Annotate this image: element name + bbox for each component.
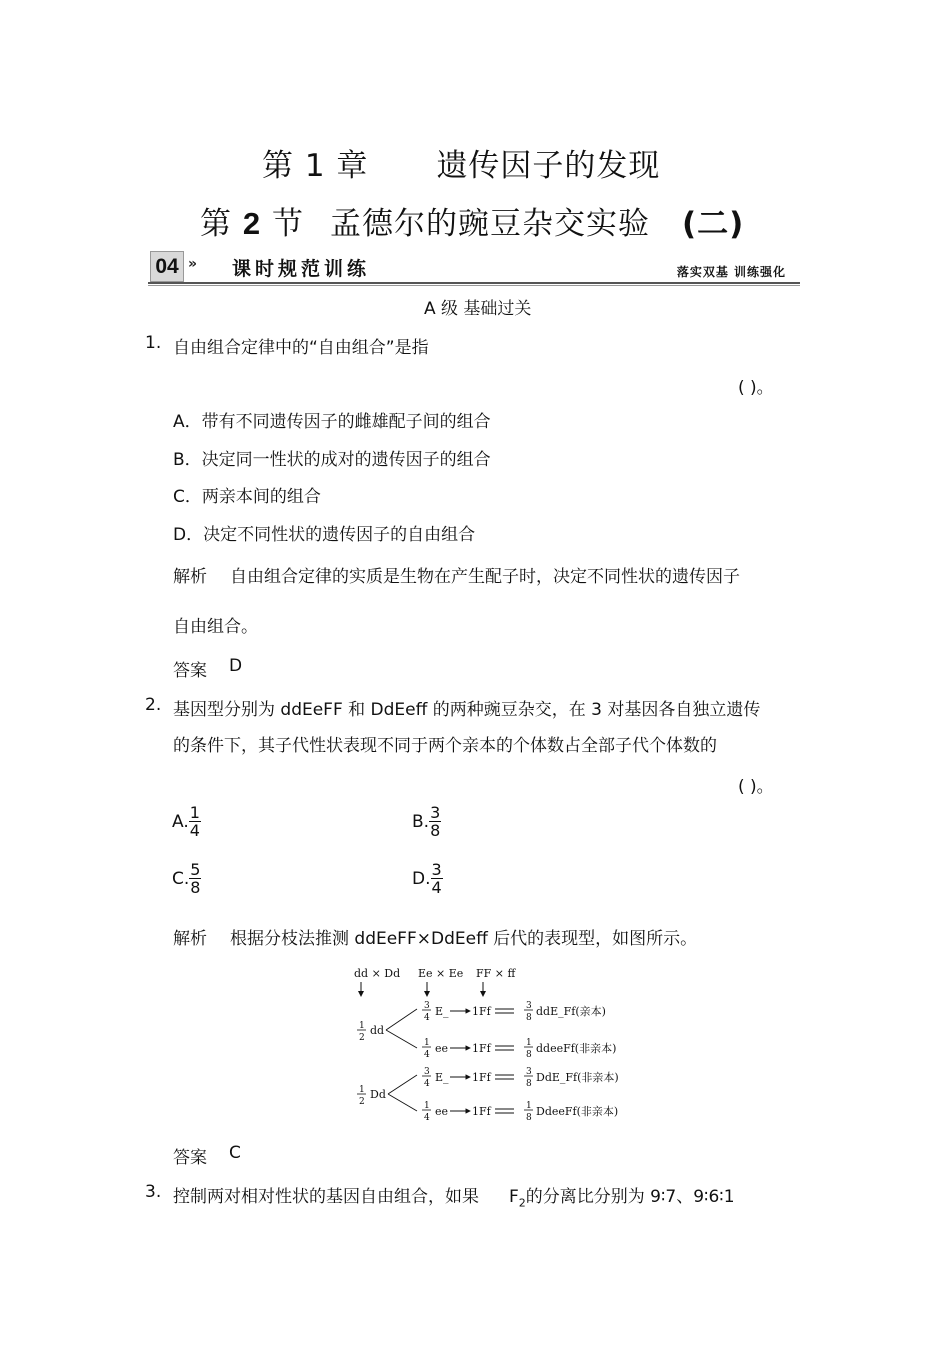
denominator: 4 bbox=[431, 878, 442, 897]
q2-stem-line2: 的条件下，其子代性状表现不同于两个亲本的个体数占全部子代个体数的 bbox=[173, 736, 717, 756]
frac-den: 8 bbox=[526, 1079, 532, 1089]
q1-option-b: B．决定同一性状的成对的遗传因子的组合 bbox=[173, 450, 491, 470]
numerator: 5 bbox=[190, 860, 201, 879]
half-num: 1 bbox=[359, 1021, 365, 1031]
banner-badge: 04 bbox=[150, 251, 184, 282]
result: DdE_Ff(非亲本) bbox=[536, 1071, 619, 1084]
frac-den: 8 bbox=[526, 1013, 532, 1023]
cross-Ee-Ee: Ee × Ee bbox=[418, 967, 464, 980]
frac-den: 8 bbox=[526, 1113, 532, 1123]
q3-stem bbox=[173, 1182, 735, 1209]
diagram-row-3 bbox=[422, 1067, 619, 1089]
q1-number: 1. bbox=[145, 333, 162, 353]
branch-diagram bbox=[352, 962, 632, 1127]
frac-num: 3 bbox=[424, 1001, 430, 1011]
q3-number: 3. bbox=[145, 1182, 162, 1202]
q1-option-c: C．两亲本间的组合 bbox=[173, 487, 321, 507]
q2-option-a bbox=[172, 805, 201, 839]
q2-option-c-fraction bbox=[189, 862, 201, 896]
q3-f-sub: 2 bbox=[518, 1196, 526, 1210]
numerator: 3 bbox=[431, 860, 442, 879]
genotype: E_ bbox=[435, 1005, 449, 1018]
q1-analysis-cont: 自由组合。 bbox=[173, 617, 258, 637]
ff-value: 1Ff bbox=[472, 1071, 491, 1084]
q2-option-d bbox=[412, 862, 443, 896]
q2-answer-label: 答案 bbox=[173, 1148, 207, 1168]
cross-dd-Dd: dd × Dd bbox=[354, 967, 401, 980]
q1-answer: D bbox=[229, 656, 243, 676]
ff-value: 1Ff bbox=[472, 1105, 491, 1118]
diagram-row-1 bbox=[422, 1001, 606, 1023]
q1-analysis-label: 解析 bbox=[173, 567, 207, 587]
frac-den: 4 bbox=[424, 1113, 430, 1123]
ff-value: 1Ff bbox=[472, 1005, 491, 1018]
q2-number: 2. bbox=[145, 695, 162, 715]
chapter-number: 第 1 章 bbox=[262, 148, 369, 184]
frac-den: 4 bbox=[424, 1050, 430, 1060]
q1-option-d: D．决定不同性状的遗传因子的自由组合 bbox=[173, 525, 476, 545]
frac-num: 3 bbox=[526, 1001, 532, 1011]
q2-option-b-label: B. bbox=[412, 812, 430, 832]
half-num: 1 bbox=[359, 1085, 365, 1095]
diagram-row-2 bbox=[422, 1038, 616, 1060]
denominator: 4 bbox=[189, 821, 200, 840]
chapter-title bbox=[262, 140, 660, 185]
diagram-row-4 bbox=[422, 1101, 618, 1123]
frac-num: 3 bbox=[424, 1067, 430, 1077]
section-part: (二) bbox=[681, 206, 745, 242]
genotype: ee bbox=[435, 1105, 449, 1118]
q2-option-b-fraction bbox=[429, 805, 441, 839]
result: DdeeFf(非亲本) bbox=[536, 1105, 619, 1118]
denominator: 8 bbox=[430, 821, 441, 840]
frac-num: 1 bbox=[424, 1101, 430, 1111]
q2-answer-blank: ( )。 bbox=[738, 777, 774, 797]
q2-option-c bbox=[172, 862, 201, 896]
section-prefix: 第 bbox=[200, 206, 232, 242]
frac-num: 3 bbox=[526, 1067, 532, 1077]
frac-den: 8 bbox=[526, 1050, 532, 1060]
q2-option-a-fraction bbox=[189, 805, 201, 839]
q2-option-c-label: C. bbox=[172, 869, 190, 889]
q1-analysis: 自由组合定律的实质是生物在产生配子时，决定不同性状的遗传因子 bbox=[230, 567, 740, 587]
ff-value: 1Ff bbox=[472, 1042, 491, 1055]
banner-rule-thin bbox=[148, 285, 800, 286]
section-suffix: 节 bbox=[271, 206, 304, 242]
section-title bbox=[200, 198, 744, 243]
frac-num: 1 bbox=[526, 1101, 532, 1111]
lesson-banner bbox=[148, 250, 800, 286]
chevron-right-icon: » bbox=[188, 256, 198, 272]
frac-num: 1 bbox=[526, 1038, 532, 1048]
denominator: 8 bbox=[190, 878, 201, 897]
q2-analysis-label: 解析 bbox=[173, 929, 207, 949]
q1-stem: 自由组合定律中的“自由组合”是指 bbox=[173, 338, 429, 358]
label-dd: dd bbox=[370, 1024, 385, 1037]
numerator: 1 bbox=[189, 803, 200, 822]
half-den: 2 bbox=[359, 1097, 365, 1107]
banner-title: 课时规范训练 bbox=[232, 258, 371, 280]
genotype: ee bbox=[435, 1042, 449, 1055]
genotype: E_ bbox=[435, 1071, 449, 1084]
q2-answer: C bbox=[229, 1143, 241, 1163]
q2-option-d-label: D. bbox=[412, 869, 431, 889]
banner-subtitle: 落实双基 训练强化 bbox=[676, 265, 786, 279]
q3-f: F bbox=[509, 1187, 519, 1207]
q2-option-b bbox=[412, 805, 441, 839]
cross-FF-ff: FF × ff bbox=[476, 967, 516, 980]
frac-num: 1 bbox=[424, 1038, 430, 1048]
result: ddeeFf(非亲本) bbox=[536, 1042, 617, 1055]
branch-diagram-svg bbox=[352, 962, 632, 1127]
result: ddE_Ff(亲本) bbox=[536, 1005, 606, 1018]
frac-den: 4 bbox=[424, 1079, 430, 1089]
q3-stem-b: 的分离比分别为 9∶7、9∶6∶1 bbox=[525, 1187, 735, 1207]
q2-analysis: 根据分枝法推测 ddEeFF×DdEeff 后代的表现型，如图所示。 bbox=[230, 929, 698, 949]
label-Dd: Dd bbox=[370, 1088, 386, 1101]
half-den: 2 bbox=[359, 1033, 365, 1043]
q1-option-a: A．带有不同遗传因子的雌雄配子间的组合 bbox=[173, 412, 491, 432]
q2-option-d-fraction bbox=[431, 862, 443, 896]
chapter-name: 遗传因子的发现 bbox=[436, 148, 661, 184]
section-number: 2 bbox=[242, 206, 262, 241]
q2-stem-line1: 基因型分别为 ddEeFF 和 DdEeff 的两种豌豆杂交，在 3 对基因各自独立遗传 bbox=[173, 700, 761, 720]
q2-option-a-label: A. bbox=[172, 812, 189, 832]
q1-answer-blank: ( )。 bbox=[738, 378, 774, 398]
level-heading: A 级 基础过关 bbox=[424, 299, 532, 319]
section-name: 孟德尔的豌豆杂交实验 bbox=[329, 206, 650, 242]
q3-stem-a: 控制两对相对性状的基因自由组合，如果 bbox=[173, 1187, 479, 1207]
banner-rule bbox=[148, 282, 800, 284]
q1-answer-label: 答案 bbox=[173, 661, 207, 681]
frac-den: 4 bbox=[424, 1013, 430, 1023]
numerator: 3 bbox=[430, 803, 441, 822]
